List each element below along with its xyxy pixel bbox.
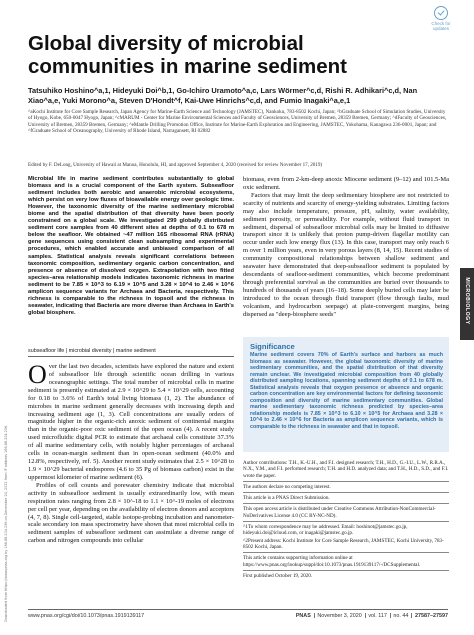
- keywords: subseafloor life | microbial diversity | marine sediment: [28, 348, 156, 354]
- footnote-license[interactable]: This open access article is distributed under Creative Commons Attribution-NonCommercial-NoDerivatives License 4.0 (CC BY-NC-ND).: [243, 503, 449, 519]
- drop-cap: O: [28, 360, 47, 389]
- body-column-right: [243, 176, 449, 319]
- subject-tab: [460, 268, 474, 340]
- footnote-correspondence[interactable]: ^1To whom correspondence may be addressed. Email: hoshinot@jamstec.go.jp, hideyuki.doi@icloud.com, or inagaki@jamstec.go.jp.: [243, 521, 449, 537]
- footnotes: [243, 460, 449, 581]
- edited-by: Edited by F. DeLong, University of Hawaii at Manoa, Honolulu, HI, and approved September 4, 2020 (received for review November 17, 2019): [28, 162, 323, 168]
- footnote-contributions: Author contributions: T.H., K.-U.H., and F.I. designed research; T.H., H.D., G.-I.U., L.W., R.R.A., N.X., Y.M., and F.I. performed research; T.H. and H.D. analyzed data; and T.H., H.D., S.D., and F.I. wrote the paper.: [243, 460, 449, 479]
- significance-heading: Significance: [250, 342, 295, 351]
- paper-title: Global diversity of microbial communities in marine sediment: [28, 32, 347, 78]
- badge-line1: Check for: [431, 21, 451, 26]
- check-icon: [434, 6, 448, 20]
- body-paragraph-continued: biomass, even from 2-km-deep anoxic Miocene sediment (9–12) and 101.5-Ma oxic sediment.: [243, 176, 449, 191]
- subject-tab-label: MICROBIOLOGY: [464, 277, 470, 325]
- footer-date: November 3, 2020: [317, 613, 362, 619]
- abstract: Microbial life in marine sediment contributes substantially to global biomass and is a crucial component of the Earth system. Subseafloor sediment includes both aerobic and anaerobic microbial ecosystems, which persist on very low fluxes of bioavailable energy over geologic time. However, the taxonomic diversity of the marine sedimentary microbial biome and the spatial distribution of that diversity have been poorly constrained on a global scale. We investigated 299 globally distributed sediment core samples from 40 different sites at depths of 0.1 to 678 m below the seafloor. We obtained ~47 million 16S ribosomal RNA (rRNA) gene sequences using consistent clean subsampling and experimental procedures, which enabled accurate and unbiased comparison of all samples. Statistical analysis reveals significant correlations between taxonomic composition, sedimentary organic carbon concentration, and presence or absence of dissolved oxygen. Extrapolation with two fitted species–area relationship models indicates taxonomic richness in marine sediment to be 7.85 × 10^3 to 6.19 × 10^5 and 3.28 × 10^4 to 2.46 × 10^6 amplicon sequence variants for Archaea and Bacteria, respectively. This richness is comparable to the richness in topsoil and the richness in seawater, indicating that Bacteria are more diverse than Archaea in Earth's global biosphere.: [28, 176, 234, 316]
- separator: [411, 613, 412, 618]
- body-paragraph-1: ver the last two decades, scientists have explored the nature and extent of subseafloor life through scientific ocean drilling in various oceanographic settings. The total number of microbial cells in marine sediment is presently estimated at 2.9 × 10^29 to 5.4 × 10^29 cells, accounting for 0.18 to 3.6% of Earth's total living biomass (1, 2). The abundance of microbes in marine sediment generally decreases with increasing depth and increasing sediment age (1, 3). Cell concentrations are usually orders of magnitude higher in the organic-rich anoxic sediment of continental margins than in the organic-poor oxic sediment of the open ocean (4). A recent study used microfluidic digital PCR to estimate that archaeal cells constitute 37.3% of all marine sedimentary cells, with notably higher percentages of archaeal cells in ocean-margin sediment than in open-ocean sediment (40.0% and 12.8%, respectively, ref. 5). Another recent study estimates that 2.5 × 10^28 to 1.9 × 10^29 bacterial endospores (4.6 to 35 Pg of biomass carbon) exist in the uppermost kilometer of marine sediment (6).: [28, 363, 234, 481]
- body-paragraph-2: Profiles of cell counts and porewater chemistry indicate that microbial activity in subseafloor sediment is usually extraordinarily low, with mean respiration rates ranging from 2.8 × 10^-18 to 1.1 × 10^-19 moles of electrons per cell per year, depending on the availability of electron donors and acceptors (4, 7, 8). Single cell-targeted, stable isotope-probing incubation and nanometer-scale secondary ion mass spectrometry have shown that most microbial cells in sediment samples of subseafloor sediment can assimilate a diverse range of carbon and nitrogen compounds into cellular: [28, 481, 234, 545]
- footnote-competing-interest: The authors declare no competing interest.: [243, 481, 449, 490]
- footer-journal: PNAS: [295, 613, 311, 619]
- separator: [365, 613, 366, 618]
- body-column-left: [28, 360, 234, 545]
- separator: [314, 613, 315, 618]
- footer-issue: no. 44: [393, 613, 409, 619]
- body-paragraph-3: Factors that may limit the deep sedimentary biosphere are not restricted to scarcity of nutrients and scarcity of energy-yielding substrates. Limiting factors may also include temperature, pressure, pH, salinity, water availability, sediment porosity, or permeability. For example, without fluid transport in sediment, dispersal of subseafloor microbial cells may be limited to diffusive transport since it is unlikely that proton pump-driven flagellar motility can occur under such low energy flux (13). In this case, transport may only reach 6 m over 1 million years, even in very porous layers (8, 14, 15). Recent studies of community compositional relationships between shallow sediment and seawater have demonstrated that deep-subseafloor sediment is populated by descendants of seafloor-sediment communities, which become predominant through preferential survival as the communities are buried over thousands to hundreds of thousands of years (16–18). Some deeply buried cells may later be introduced to the ocean through fluid transport (flow through faults, mud volcanism, and hydrocarbon seepage) at plate-convergent margins, being dispersed as "deep-biosphere seeds": [243, 191, 449, 318]
- footer-divider: [28, 609, 448, 610]
- author-list: Tatsuhiko Hoshino^a,1, Hideyuki Doi^b,1, Go-Ichiro Uramoto^a,c, Lars Wörmer^c,d, Rishi R. Adhikari^c,d, Nan Xiao^a,e, Yuki Morono^a, Steven D'Hondt^f, Kai-Uwe Hinrichs^c,d, and Fumio Inagaki^a,e,1: [28, 86, 418, 105]
- badge-line2: updates: [432, 26, 449, 31]
- footnote-first-published: First published October 19, 2020.: [243, 570, 449, 579]
- separator: [390, 613, 391, 618]
- footer-pages: 27587–27597: [415, 613, 448, 619]
- check-for-updates-badge[interactable]: [424, 6, 458, 32]
- footnote-present-address: ^2Present address: Kochi Institute for Core Sample Research, JAMSTEC, Kochi University, 783-8502 Kochi, Japan.: [243, 537, 444, 551]
- download-note: Downloaded from https://www.pnas.org by 166.88.204.236 on December 24, 2022 from IP address 166.88.204.236.: [4, 424, 8, 622]
- footer-citation: [248, 613, 448, 619]
- download-note-margin: [0, 330, 8, 630]
- footer-volume: vol. 117: [368, 613, 387, 619]
- keywords-divider: [28, 356, 234, 357]
- affiliations: ^aKochi Institute for Core Sample Research, Japan Agency for Marine-Earth Science and Technology (JAMSTEC), Nankoku, 783-8502 Kochi, Japan; ^bGraduate School of Simulation Studies, University of Hyogo, Kobe, 650-0047 Hyogo, Japan; ^cMARUM - Center for Marine Environmental Sciences and Faculty of Geosciences, University of Bremen, 28359 Bremen, Germany; ^dFaculty of Geosciences, University of Bremen, 28359 Bremen, Germany; ^eMantle Drilling Promotion Office, Institute for Marine-Earth Exploration and Engineering, JAMSTEC, Yokohama, Kanagawa 236-0001, Japan; and ^fGraduate School of Oceanography, University of Rhode Island, Narragansett, RI 02882: [28, 109, 447, 134]
- footer-doi-link[interactable]: www.pnas.org/cgi/doi/10.1073/pnas.1919139117: [28, 613, 145, 619]
- footnote-direct-submission: This article is a PNAS Direct Submission.: [243, 492, 449, 501]
- significance-text: Marine sediment covers 70% of Earth's surface and harbors as much biomass as seawater. However, the global taxonomic diversity of marine sedimentary communities, and the spatial distribution of that diversity remain unclear. We investigated microbial composition from 40 globally distributed sampling locations, spanning sediment depths of 0.1 to 678 m. Statistical analysis reveals that oxygen presence or absence and organic carbon concentration are key environmental factors for defining taxonomic composition and diversity of marine sedimentary communities. Global marine sedimentary taxonomic richness predicted by species–area relationship models is 7.85 × 10^3 to 6.10 × 10^5 for Archaea and 3.28 × 10^4 to 2.46 × 10^6 for Bacteria as amplicon sequence variants, which is comparable to the richness in seawater and that in topsoil.: [250, 352, 443, 431]
- footnote-supporting-info[interactable]: This article contains supporting information online at https://www.pnas.org/lookup/suppl/doi:10.1073/pnas.1919139117/-/DCSupplemental.: [243, 552, 449, 568]
